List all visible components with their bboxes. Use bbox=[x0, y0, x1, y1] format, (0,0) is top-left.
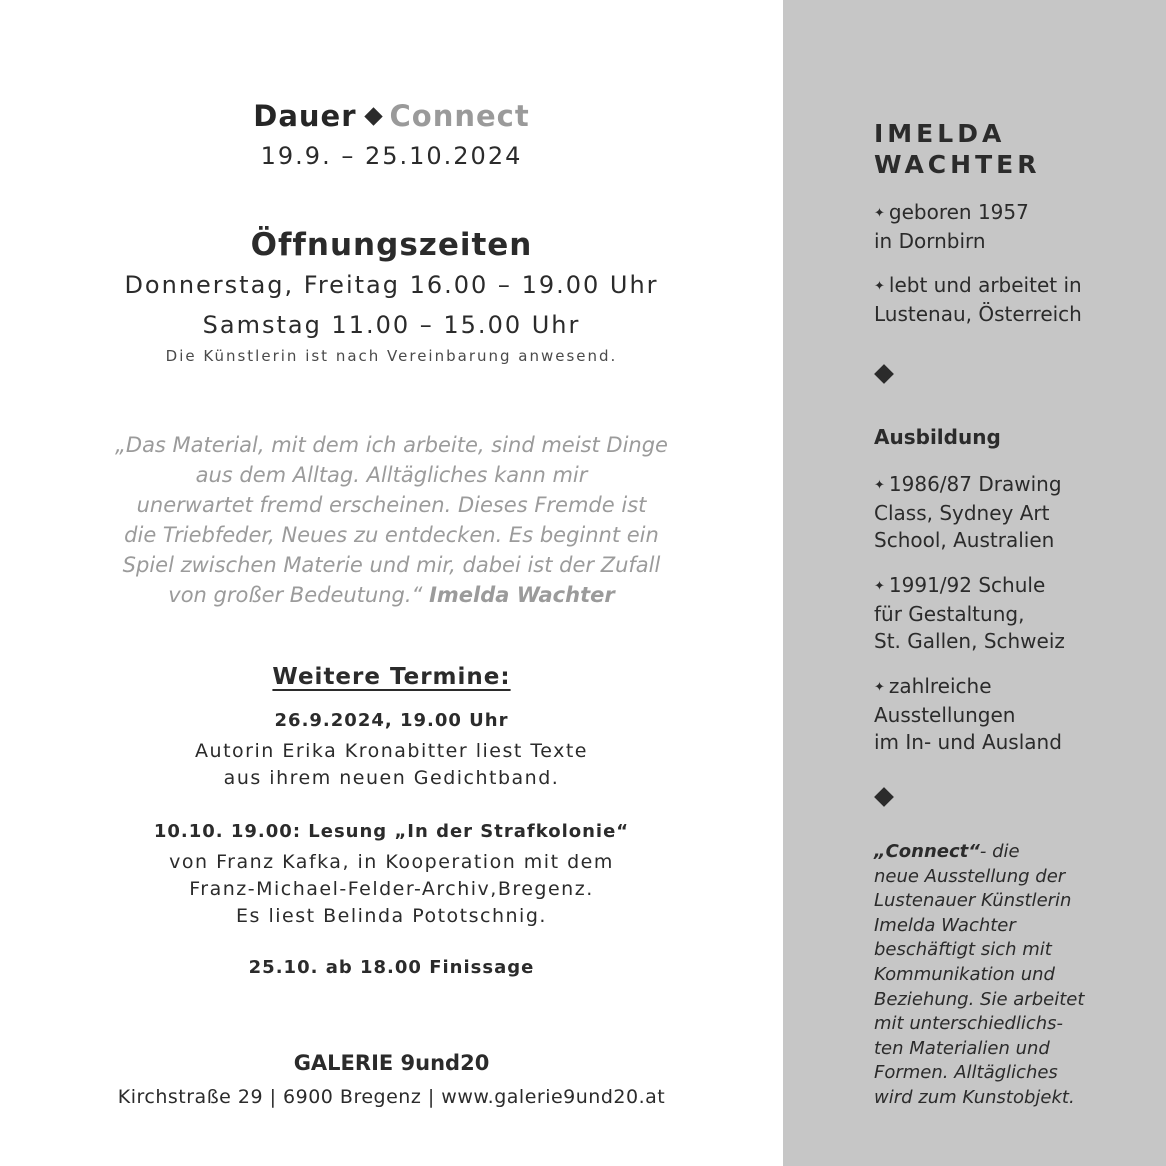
event-1-description bbox=[0, 738, 783, 792]
exhibition-title bbox=[0, 97, 783, 135]
quote-author: Imelda Wachter bbox=[429, 583, 615, 607]
quote-line: unerwartet fremd erscheinen. Dieses Fremde ist bbox=[136, 493, 647, 517]
opening-hours-weekdays: Donnerstag, Freitag 16.00 – 19.00 Uhr bbox=[124, 271, 659, 299]
exhibition-dates: 19.9. – 25.10.2024 bbox=[260, 142, 523, 170]
artist-last-name: WACHTER bbox=[874, 150, 1041, 179]
bullet-star-icon: ✦ bbox=[874, 279, 885, 294]
event-line: Es liest Belinda Pototschnig. bbox=[236, 905, 547, 927]
bullet-star-icon: ✦ bbox=[874, 206, 885, 221]
event-line: von Franz Kafka, in Kooperation mit dem bbox=[169, 851, 614, 873]
quote-last-line: von großer Bedeutung.“ bbox=[168, 583, 423, 607]
gallery-address: Kirchstraße 29 | 6900 Bregenz | www.galerie9und20.at bbox=[117, 1086, 666, 1108]
bullet-star-icon: ✦ bbox=[874, 579, 885, 594]
education-item: ✦ 1986/87 Drawing Class, Sydney Art School, Australien bbox=[874, 472, 1062, 552]
exhibition-description: „Connect“- die neue Ausstellung der Lustenauer Künstlerin Imelda Wachter beschäftigt sich mit Kommunikation und Beziehung. Sie arbeitet mit unterschiedlichs- ten Materialien und Formen. Alltägliches wird zum Kunstobjekt. bbox=[874, 841, 1085, 1108]
artist-name bbox=[874, 118, 1156, 180]
bullet-star-icon: ✦ bbox=[874, 680, 885, 695]
event-2-description bbox=[0, 849, 783, 930]
event-2-title: 10.10. 19.00: Lesung „In der Strafkolonie“ bbox=[153, 821, 630, 842]
opening-hours-note: Die Künstlerin ist nach Vereinbarung anwesend. bbox=[165, 347, 618, 365]
bullet-star-icon: ✦ bbox=[874, 478, 885, 493]
education-heading: Ausbildung bbox=[874, 425, 1001, 449]
events-heading bbox=[0, 661, 783, 693]
event-line: Autorin Erika Kronabitter liest Texte bbox=[195, 740, 588, 762]
opening-hours-heading: Öffnungszeiten bbox=[250, 227, 533, 263]
bio-item-residence: ✦ lebt und arbeitet in Lustenau, Österreich bbox=[874, 273, 1082, 326]
title-dauer: Dauer bbox=[253, 99, 357, 133]
bio-item-birth: ✦ geboren 1957 in Dornbirn bbox=[874, 200, 1029, 253]
diamond-divider-icon bbox=[874, 787, 894, 807]
quote-line: die Triebfeder, Neues zu entdecken. Es beginnt ein bbox=[124, 523, 659, 547]
events-heading-text: Weitere Termine: bbox=[272, 664, 511, 690]
artist-sidebar bbox=[783, 0, 1166, 1166]
event-3-finissage: 25.10. ab 18.00 Finissage bbox=[248, 957, 535, 978]
diamond-icon bbox=[364, 107, 382, 125]
education-item: ✦ zahlreiche Ausstellungen im In- und Ausland bbox=[874, 674, 1062, 754]
quote-line: „Das Material, mit dem ich arbeite, sind meist Dinge bbox=[115, 433, 668, 457]
education-item: ✦ 1991/92 Schule für Gestaltung, St. Gallen, Schweiz bbox=[874, 573, 1065, 653]
gallery-name: GALERIE 9und20 bbox=[293, 1051, 490, 1075]
quote-line: aus dem Alltag. Alltägliches kann mir bbox=[195, 463, 588, 487]
quote-line: Spiel zwischen Materie und mir, dabei ist der Zufall bbox=[122, 553, 661, 577]
connect-label: „Connect“ bbox=[874, 841, 980, 862]
diamond-divider-icon bbox=[874, 364, 894, 384]
event-1-title: 26.9.2024, 19.00 Uhr bbox=[274, 710, 509, 731]
opening-hours-saturday: Samstag 11.00 – 15.00 Uhr bbox=[202, 311, 581, 339]
artist-quote bbox=[0, 430, 783, 610]
artist-first-name: IMELDA bbox=[874, 119, 1006, 148]
quote-line bbox=[0, 580, 783, 610]
event-line: aus ihrem neuen Gedichtband. bbox=[223, 767, 560, 789]
title-connect: Connect bbox=[389, 99, 530, 133]
event-line: Franz-Michael-Felder-Archiv,Bregenz. bbox=[189, 878, 594, 900]
